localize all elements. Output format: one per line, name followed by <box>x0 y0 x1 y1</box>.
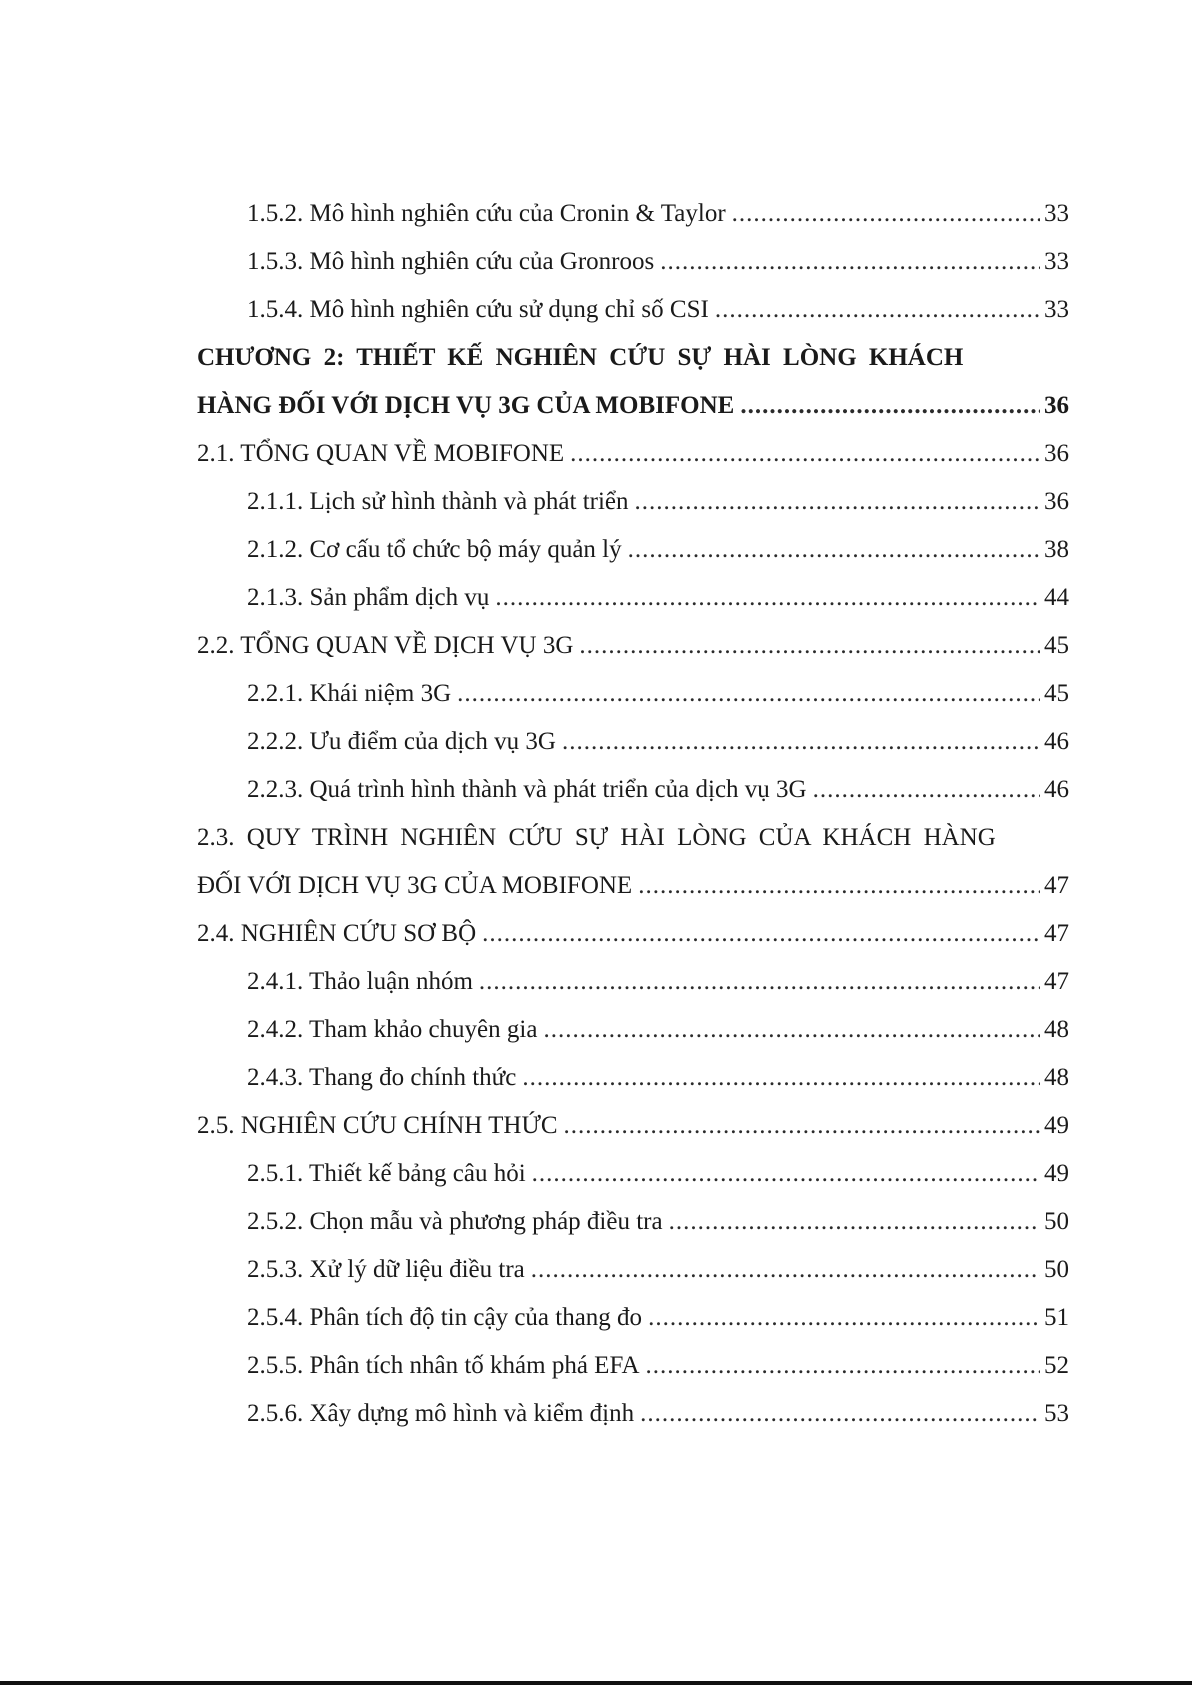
dot-leader <box>732 190 1040 238</box>
dot-leader <box>579 622 1040 670</box>
toc-page-number: 33 <box>1044 248 1069 275</box>
toc-page-number: 50 <box>1044 1256 1069 1283</box>
toc-entry-2-3-cont <box>197 862 1069 910</box>
toc-entry-text: 1.5.4. Mô hình nghiên cứu sử dụng chỉ số CSI <box>247 296 709 323</box>
toc-entry-2-5-5 <box>197 1342 1069 1390</box>
toc-page-number: 46 <box>1044 776 1069 803</box>
dot-leader <box>669 1198 1040 1246</box>
dot-leader <box>635 478 1040 526</box>
toc-page-number: 46 <box>1044 728 1069 755</box>
toc-entry-text: 2.5.3. Xử lý dữ liệu điều tra <box>247 1256 525 1283</box>
toc-entry-2-2-2 <box>197 718 1069 766</box>
toc-entry-2-2-1 <box>197 670 1069 718</box>
toc-entry-text: 2.5.4. Phân tích độ tin cậy của thang đo <box>247 1304 643 1331</box>
toc-entry-2-5 <box>197 1102 1069 1150</box>
toc-entry-2-2-3 <box>197 766 1069 814</box>
toc-entry-text: 2.1.2. Cơ cấu tổ chức bộ máy quản lý <box>247 536 622 563</box>
toc-entry-2-1-3 <box>197 574 1069 622</box>
table-of-contents <box>197 190 1069 1438</box>
toc-entry-text: 2.1.1. Lịch sử hình thành và phát triển <box>247 488 629 515</box>
toc-entry-text: 1.5.3. Mô hình nghiên cứu của Gronroos <box>247 248 655 275</box>
toc-entry-text: 2.2.2. Ưu điểm của dịch vụ 3G <box>247 728 556 755</box>
toc-entry-text: 2.5.6. Xây dựng mô hình và kiểm định <box>247 1400 635 1427</box>
toc-entry-text: 2.2.3. Quá trình hình thành và phát triển của dịch vụ 3G <box>247 776 807 803</box>
toc-entry-text: 2.4.1. Thảo luận nhóm <box>247 968 473 995</box>
toc-entry-text: 2.5.5. Phân tích nhân tố khám phá EFA <box>247 1352 640 1379</box>
toc-page-number: 51 <box>1044 1304 1069 1331</box>
toc-entry-text: 2.5.2. Chọn mẫu và phương pháp điều tra <box>247 1208 663 1235</box>
toc-entry-text: ĐỐI VỚI DỊCH VỤ 3G CỦA MOBIFONE <box>197 872 633 899</box>
toc-entry-2-5-6 <box>197 1390 1069 1438</box>
dot-leader <box>532 1150 1040 1198</box>
toc-entry-2-4-3 <box>197 1054 1069 1102</box>
toc-entry-text: 2.4.3. Thang đo chính thức <box>247 1064 517 1091</box>
toc-page-number: 38 <box>1044 536 1069 563</box>
dot-leader <box>715 286 1040 334</box>
toc-entry-1-5-2 <box>197 190 1069 238</box>
toc-entry-2-4-1 <box>197 958 1069 1006</box>
dot-leader <box>648 1294 1040 1342</box>
toc-entry-2-1 <box>197 430 1069 478</box>
toc-entry-2-3 <box>197 814 1069 862</box>
toc-entry-2-1-2 <box>197 526 1069 574</box>
toc-page-number: 45 <box>1044 680 1069 707</box>
toc-page-number: 53 <box>1044 1400 1069 1427</box>
toc-page-number: 47 <box>1044 872 1069 899</box>
dot-leader <box>457 670 1040 718</box>
toc-page-number: 47 <box>1044 920 1069 947</box>
dot-leader <box>482 910 1040 958</box>
dot-leader <box>495 574 1040 622</box>
toc-page-number: 50 <box>1044 1208 1069 1235</box>
page-bottom-border <box>0 1681 1192 1685</box>
dot-leader <box>628 526 1040 574</box>
toc-page-number: 36 <box>1044 440 1069 467</box>
toc-entry-text: 2.1.3. Sản phẩm dịch vụ <box>247 584 490 611</box>
toc-page-number: 49 <box>1044 1160 1069 1187</box>
toc-entry-1-5-4 <box>197 286 1069 334</box>
dot-leader <box>740 382 1040 430</box>
toc-entry-text: 2.3. QUY TRÌNH NGHIÊN CỨU SỰ HÀI LÒNG CỦA KHÁCH HÀNG <box>197 824 996 851</box>
toc-entry-2-4-2 <box>197 1006 1069 1054</box>
toc-entry-text: 2.2. TỔNG QUAN VỀ DỊCH VỤ 3G <box>197 632 574 659</box>
toc-page-number: 44 <box>1044 584 1069 611</box>
toc-page-number: 36 <box>1044 488 1069 515</box>
toc-page-number: 33 <box>1044 296 1069 323</box>
toc-entry-text: CHƯƠNG 2: THIẾT KẾ NGHIÊN CỨU SỰ HÀI LÒNG KHÁCH <box>197 344 964 371</box>
dot-leader <box>640 1390 1040 1438</box>
dot-leader <box>479 958 1040 1006</box>
toc-chapter-2-heading <box>197 334 1069 382</box>
toc-entry-text: 2.2.1. Khái niệm 3G <box>247 680 452 707</box>
toc-page-number: 33 <box>1044 200 1069 227</box>
toc-entry-text: 1.5.2. Mô hình nghiên cứu của Cronin & Taylor <box>247 200 726 227</box>
dot-leader <box>660 238 1040 286</box>
toc-entry-2-5-4 <box>197 1294 1069 1342</box>
dot-leader <box>564 1102 1040 1150</box>
dot-leader <box>646 1342 1040 1390</box>
toc-entry-text: 2.5.1. Thiết kế bảng câu hỏi <box>247 1160 526 1187</box>
dot-leader <box>813 766 1040 814</box>
toc-entry-2-1-1 <box>197 478 1069 526</box>
toc-page-number: 45 <box>1044 632 1069 659</box>
toc-entry-2-2 <box>197 622 1069 670</box>
toc-entry-text: 2.4.2. Tham khảo chuyên gia <box>247 1016 538 1043</box>
toc-entry-text: 2.4. NGHIÊN CỨU SƠ BỘ <box>197 920 477 947</box>
toc-entry-2-5-1 <box>197 1150 1069 1198</box>
toc-entry-2-5-2 <box>197 1198 1069 1246</box>
dot-leader <box>531 1246 1040 1294</box>
toc-page-number: 47 <box>1044 968 1069 995</box>
toc-entry-2-4 <box>197 910 1069 958</box>
toc-chapter-2-heading-cont <box>197 382 1069 430</box>
toc-page-number: 48 <box>1044 1064 1069 1091</box>
toc-entry-2-5-3 <box>197 1246 1069 1294</box>
dot-leader <box>522 1054 1040 1102</box>
toc-entry-text: 2.1. TỔNG QUAN VỀ MOBIFONE <box>197 440 565 467</box>
toc-entry-1-5-3 <box>197 238 1069 286</box>
toc-page-number: 52 <box>1044 1352 1069 1379</box>
toc-page-number: 36 <box>1044 392 1069 419</box>
dot-leader <box>570 430 1040 478</box>
toc-entry-text: 2.5. NGHIÊN CỨU CHÍNH THỨC <box>197 1112 558 1139</box>
dot-leader <box>562 718 1040 766</box>
dot-leader <box>638 862 1040 910</box>
toc-page-number: 49 <box>1044 1112 1069 1139</box>
toc-entry-text: HÀNG ĐỐI VỚI DỊCH VỤ 3G CỦA MOBIFONE <box>197 392 735 419</box>
toc-page-number: 48 <box>1044 1016 1069 1043</box>
dot-leader <box>543 1006 1040 1054</box>
